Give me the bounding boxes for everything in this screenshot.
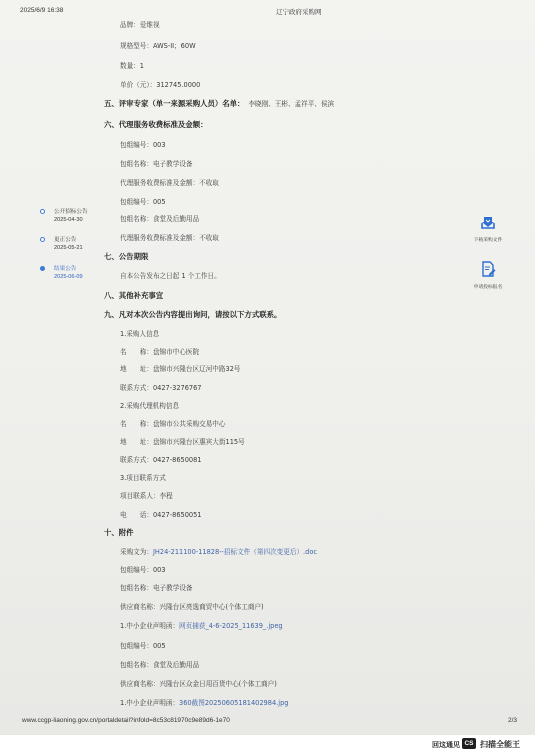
attachment-tender-doc: 采购文为：JH24-211100-11828--招标文件（第四次变更后）.doc xyxy=(120,548,317,556)
edit-document-icon xyxy=(480,261,496,277)
pkg-003-name: 包组名称：电子教学设备 xyxy=(120,160,193,168)
pkg-005-name: 包组名称：食堂及后勤用品 xyxy=(120,215,200,223)
item-quantity: 数量：1 xyxy=(120,62,144,70)
pkg-003-code: 包组编号：003 xyxy=(120,141,166,149)
project-contact-heading: 3.项目联系方式 xyxy=(120,474,166,482)
pkg-005-fee: 代理服务收费标准及金额：不收取 xyxy=(120,234,219,242)
project-contact-phone: 电 话：0427-8650051 xyxy=(120,511,202,519)
section-8-title: 八、其他补充事宜 xyxy=(104,291,164,300)
download-icon xyxy=(480,214,496,230)
section-9-title: 九、凡对本次公告内容提出询问，请按以下方式联系。 xyxy=(104,310,282,319)
footer-url: www.ccgp-liaoning.gov.cn/portaldetail?infold=8c53c81970c9e89d6-1e70 xyxy=(22,717,230,724)
purchaser-name: 名 称：盘锦市中心医院 xyxy=(120,348,200,356)
att-pkg-005-sme-statement: 1.中小企业声明函：360截图20250605181402984.jpg xyxy=(120,699,289,707)
att-pkg-005-code: 包组编号：005 xyxy=(120,642,166,650)
camscanner-logo-icon: CS xyxy=(462,738,476,749)
download-docs-button[interactable]: 下载采购文件 xyxy=(466,214,510,243)
timeline-dot-icon xyxy=(40,237,45,242)
item-unit-price: 单价（元）：312745.0000 xyxy=(120,81,201,89)
notice-period: 自本公告发布之日起 1 个工作日。 xyxy=(120,272,221,280)
timeline-item-tender-notice[interactable]: 公开招标公告 2025-04-30 xyxy=(40,208,88,224)
item-spec: 规格型号：AWS-II；60W xyxy=(120,42,196,50)
timeline-item-result-notice[interactable]: 结果公告 2025-06-09 xyxy=(40,265,83,281)
att-pkg-003-sme-statement: 1.中小企业声明函：网页捕获_4-6-2025_11639_.jpeg xyxy=(120,622,283,630)
pkg-003-fee: 代理服务收费标准及金额：不收取 xyxy=(120,179,219,187)
purchaser-phone: 联系方式：0427-3276767 xyxy=(120,384,202,392)
section-10-title: 十、附件 xyxy=(104,528,134,537)
att-pkg-003-name: 包组名称：电子教学设备 xyxy=(120,584,193,592)
att-pkg-005-name: 包组名称：食堂及后勤用品 xyxy=(120,661,200,669)
print-datetime: 2025/6/9 16:38 xyxy=(20,7,64,14)
timeline-dot-icon xyxy=(40,266,45,271)
agency-name: 名 称：盘锦市公共采购交易中心 xyxy=(120,420,226,428)
sme-statement-link-003[interactable]: 网页捕获_4-6-2025_11639_.jpeg xyxy=(179,622,283,630)
purchaser-address: 地 址：盘锦市兴隆台区辽河中路32号 xyxy=(120,365,241,373)
timeline-item-correction-notice[interactable]: 更正公告 2025-05-21 xyxy=(40,236,83,252)
tender-doc-link[interactable]: JH24-211100-11828--招标文件（第四次变更后）.doc xyxy=(152,548,317,556)
section-5-title: 五、评审专家（单一来源采购人员）名单： 李晓刚、王彬、孟祥平、侯滨 xyxy=(104,99,335,108)
scanner-prefix: 回这通见 xyxy=(432,742,460,749)
experts-list: 李晓刚、王彬、孟祥平、侯滨 xyxy=(248,100,335,108)
pkg-005-code: 包组编号：005 xyxy=(120,198,166,206)
att-pkg-003-code: 包组编号：003 xyxy=(120,566,166,574)
apply-bid-button[interactable]: 申请投标报名 xyxy=(466,261,510,290)
att-pkg-003-supplier: 供应商名称：兴隆台区亮逸商贸中心(个体工商户) xyxy=(120,603,264,611)
site-title: 辽宁政府采购网 xyxy=(276,9,322,16)
scanner-name: 扫描全能王 xyxy=(480,740,520,749)
section-6-title: 六、代理服务收费标准及金额： xyxy=(104,120,208,129)
agency-heading: 2.采购代理机构信息 xyxy=(120,402,180,410)
agency-phone: 联系方式：0427-8650081 xyxy=(120,456,202,464)
att-pkg-005-supplier: 供应商名称：兴隆台区众金日用百货中心(个体工商户) xyxy=(120,680,277,688)
project-contact-person: 项目联系人：李程 xyxy=(120,492,173,500)
page-indicator: 2/3 xyxy=(507,717,517,724)
timeline-dot-icon xyxy=(40,209,45,214)
sme-statement-link-005[interactable]: 360截图20250605181402984.jpg xyxy=(179,699,289,707)
item-brand: 品牌：爱维视 xyxy=(120,21,160,29)
agency-address: 地 址：盘锦市兴隆台区惠宾大街115号 xyxy=(120,438,245,446)
section-7-title: 七、公告期限 xyxy=(104,252,149,261)
purchaser-heading: 1.采购人信息 xyxy=(120,330,160,338)
